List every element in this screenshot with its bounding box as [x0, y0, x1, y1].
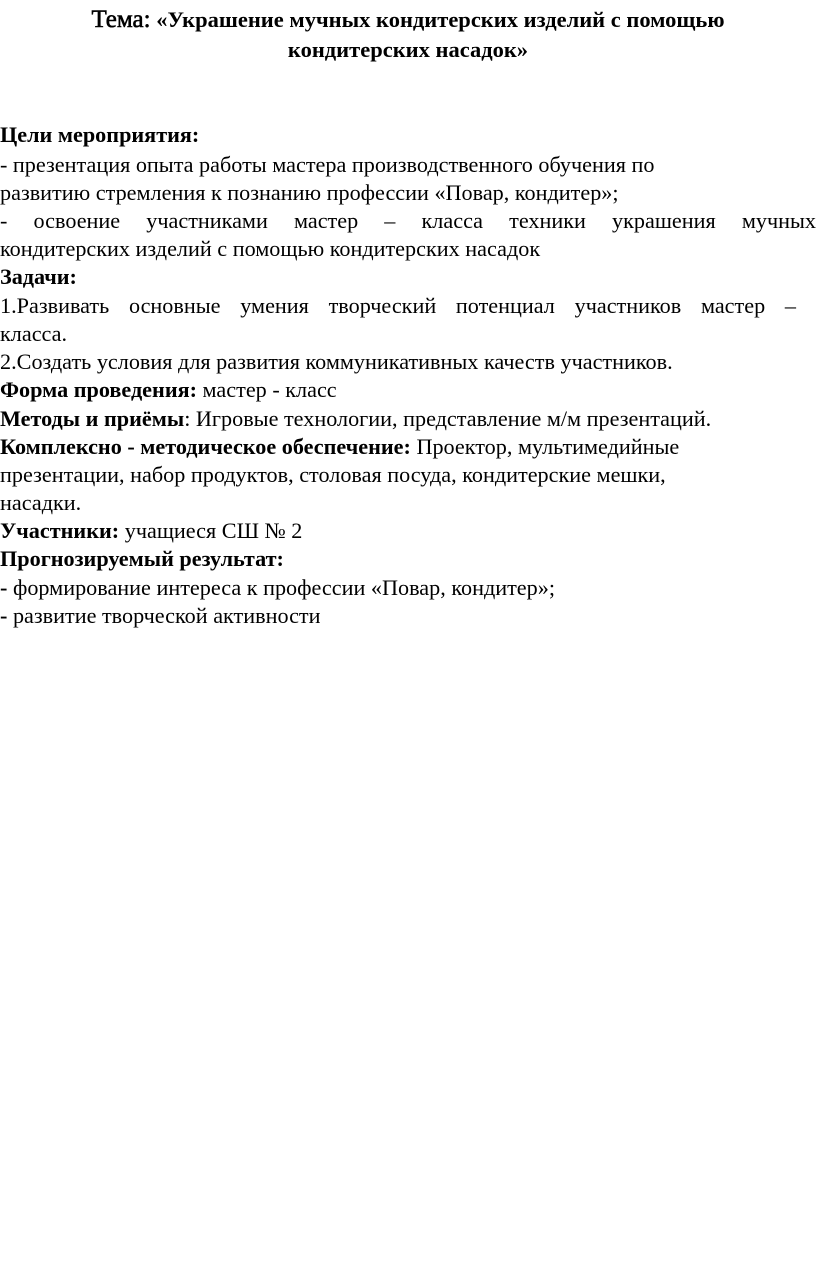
form-value: мастер - класс: [197, 377, 337, 402]
tasks-item-1-line-2: класса.: [0, 321, 68, 346]
support-value-1: Проектор, мультимедийные: [410, 434, 680, 459]
methods-label: Методы и приёмы: [0, 406, 185, 431]
participants-row: [0, 516, 302, 546]
title-prefix: Тема:: [91, 6, 151, 33]
goals-item-1-line-2: развитию стремления к познанию профессии «Повар, кондитер»;: [0, 180, 619, 205]
goals-heading: Цели мероприятия:: [0, 122, 200, 147]
support-value-line-2: презентации, набор продуктов, столовая посуда, кондитерские мешки,: [0, 462, 666, 487]
tasks-heading: Задачи:: [0, 264, 77, 289]
methods-value: : Игровые технологии, представление м/м презентаций.: [184, 406, 712, 431]
support-value-line-3: насадки.: [0, 490, 82, 515]
methods-row: [0, 404, 711, 434]
goals-item-2-line-2: кондитерских изделий с помощью кондитерских насадок: [0, 236, 541, 261]
support-row: [0, 432, 679, 462]
goals-item-2-line-1: - освоение участниками мастер – класса техники украшения мучных: [0, 208, 816, 233]
form-row: [0, 375, 337, 405]
result-item-1-text: формирование интереса к профессии «Повар, кондитер»;: [7, 575, 556, 600]
page-title-line-1: [20, 4, 796, 36]
tasks-item-2: 2.Создать условия для развития коммуникативных качеств участников.: [0, 349, 673, 374]
participants-label: Участники:: [0, 518, 120, 543]
title-text-1: «Украшение мучных кондитерских изделий с помощью: [150, 7, 725, 32]
support-label: Комплексно - методическое обеспечение:: [0, 434, 411, 459]
result-item-1: [0, 573, 555, 603]
participants-value: учащиеся СШ № 2: [119, 518, 303, 543]
result-item-2: [0, 601, 321, 631]
result-item-2-text: развитие творческой активности: [7, 603, 321, 628]
form-label: Форма проведения:: [0, 377, 197, 402]
tasks-item-1-line-1: 1.Развивать основные умения творческий потенциал участников мастер –: [0, 293, 796, 318]
result-item-2-dash: -: [0, 603, 8, 628]
result-item-1-dash: -: [0, 575, 8, 600]
page-title-line-2: кондитерских насадок»: [287, 37, 529, 62]
result-heading: Прогнозируемый результат:: [0, 546, 284, 571]
goals-item-1-line-1: - презентация опыта работы мастера производственного обучения по: [0, 152, 655, 177]
